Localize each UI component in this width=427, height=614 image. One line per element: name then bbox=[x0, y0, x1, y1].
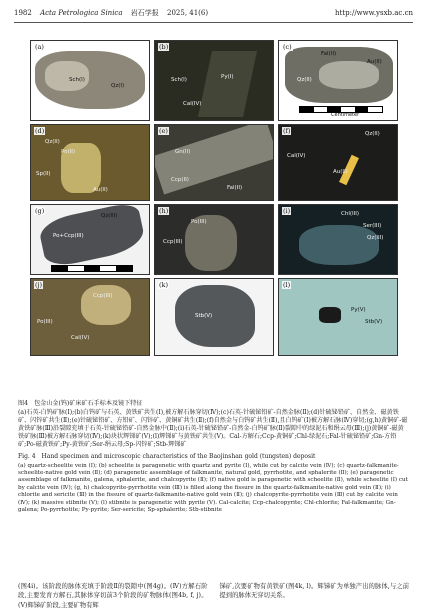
figure-caption bbox=[18, 400, 409, 515]
panel-c bbox=[278, 40, 398, 121]
panel-letter: (g) bbox=[35, 207, 45, 215]
mineral-label: Sch(I) bbox=[171, 77, 187, 83]
panel-g bbox=[30, 204, 150, 275]
mineral-label: Stb(V) bbox=[195, 313, 213, 319]
panel-letter: (e) bbox=[159, 127, 168, 135]
panel-letter: (i) bbox=[283, 207, 291, 215]
panel-i bbox=[278, 204, 398, 275]
mineral-label: Qz(III) bbox=[367, 235, 384, 241]
panel-letter: (c) bbox=[283, 43, 292, 51]
mineral-label: Po(III) bbox=[191, 219, 207, 225]
mineral-label: Po(III) bbox=[37, 319, 53, 325]
mineral-label: Cal(IV) bbox=[287, 153, 306, 159]
mineral-label: Ccp(III) bbox=[93, 293, 113, 299]
pyrite-grain bbox=[319, 307, 341, 323]
panel-j bbox=[30, 278, 150, 356]
caption-title-en: Fig. 4 Hand specimen and microscopic characteristics of the Baojinshan gold (tungsten) deposit bbox=[18, 452, 316, 460]
mineral-label: Fal(II) bbox=[321, 51, 337, 57]
panel-letter: (k) bbox=[159, 281, 169, 289]
mineral-label: Sch(I) bbox=[69, 77, 85, 83]
mineral-label: Py(I) bbox=[221, 74, 234, 80]
journal-name-cn: 岩石学报 bbox=[130, 9, 159, 17]
panel-a bbox=[30, 40, 150, 121]
mineral-label: Ser(III) bbox=[363, 223, 382, 229]
mineral-label: Gn(II) bbox=[175, 149, 191, 155]
mineral-label: Sp(II) bbox=[36, 171, 51, 177]
body-column-left: (图4i)。该阶段的脉体充填于阶段Ⅱ的裂隙中(图4g)。(Ⅳ)方解石阶段,主要发育方解石,其脉体穿切前3个阶段的矿物脉体(图4b, f, j)。(Ⅴ)辉锑矿阶段,主要矿物有辉 bbox=[18, 583, 208, 609]
caption-body-cn: (a)石英-白钨矿脉(Ⅰ);(b)白钨矿与石英、黄铁矿共生(Ⅰ),被方解石脉穿切(Ⅳ);(c)石英-针硫铋铅矿-自然金脉(Ⅱ);(d)针硫铋铅矿、自然金、磁黄铁矿、闪锌矿共生(Ⅱ);(e)针硫铋铅矿、方铅矿、闪锌矿、黄铜矿共生(Ⅱ);(f)自然金与白钨矿共生(Ⅱ),且白钨矿(Ⅰ)被方解石脉(Ⅳ)穿切;(g,h)黄铜矿-磁黄铁矿脉(Ⅲ)沿裂隙充填于石英-针硫铋铅矿-自然金脉中(Ⅱ);(i)石英-针硫铋铅矿-自然金-白钨矿脉(Ⅱ)裂隙中的绿泥石和绢云母(Ⅲ);(j)黄铜矿-磁黄铁矿脉(Ⅲ)被方解石脉穿切(Ⅳ);(k)块状辉锑矿(Ⅴ);(l)辉锑矿与黄铁矿共生(Ⅴ)。Cal-方解石;Ccp-黄铜矿;Chl-绿泥石;Fal-针硫铋铅矿;Gn-方铅矿;Po-磁黄铁矿;Py-黄铁矿;Ser-绢云母;Sp-闪锌矿;Stb-辉锑矿 bbox=[18, 409, 408, 449]
mineral-label: Ccp(II) bbox=[171, 177, 189, 183]
mineral-label: Po+Ccp(III) bbox=[53, 233, 84, 239]
panel-k bbox=[154, 278, 274, 356]
panel-letter: (b) bbox=[159, 43, 169, 51]
mineral-label: Ccp(III) bbox=[163, 239, 183, 245]
panel-e bbox=[154, 124, 274, 201]
panel-f bbox=[278, 124, 398, 201]
mineral-label: Qz(II) bbox=[297, 77, 312, 83]
scale-bar bbox=[51, 265, 133, 272]
body-text bbox=[18, 582, 409, 610]
quartz-patch bbox=[319, 61, 379, 89]
panel-letter: (l) bbox=[283, 281, 291, 289]
panel-b bbox=[154, 40, 274, 121]
page-number: 1982 bbox=[14, 9, 32, 17]
mineral-label: Stb(V) bbox=[365, 319, 383, 325]
chlorite-patch bbox=[299, 223, 382, 265]
panel-letter: (d) bbox=[35, 127, 45, 135]
mineral-label: Py(V) bbox=[351, 307, 366, 313]
mineral-label: Au(II) bbox=[333, 169, 348, 175]
journal-name-en: Acta Petrologica Sinica bbox=[40, 9, 123, 17]
panel-d bbox=[30, 124, 150, 201]
header-left bbox=[14, 8, 214, 18]
caption-title-cn: 图4 包金山金(钨)矿床矿石手标本及镜下特征 bbox=[18, 400, 143, 407]
vein-b bbox=[198, 51, 257, 117]
running-header bbox=[14, 6, 413, 23]
panel-letter: (a) bbox=[35, 43, 44, 51]
mineral-label: Qz(II) bbox=[45, 139, 60, 145]
panel-l bbox=[278, 278, 398, 356]
specimen-k bbox=[175, 285, 255, 347]
panel-letter: (f) bbox=[283, 127, 291, 135]
issue-info: 2025, 41(6) bbox=[167, 9, 209, 17]
mineral-label: Qz(III) bbox=[101, 213, 118, 219]
mineral-label: Cal(IV) bbox=[71, 335, 90, 341]
body-column-right: 锑矿,次要矿物有黄铁矿(图4k, l)。辉锑矿为单独产出的脉体,与之前提到的脉体无穿切关系。 bbox=[219, 583, 409, 600]
panel-letter: (j) bbox=[35, 281, 43, 289]
figure-grid bbox=[30, 40, 398, 356]
mineral-label: Fal(II) bbox=[227, 185, 243, 191]
panel-letter: (h) bbox=[159, 207, 169, 215]
vein-e bbox=[154, 124, 274, 195]
mineral-label: Cal(IV) bbox=[183, 101, 202, 107]
caption-body-en: (a) quartz-scheelite vein (Ⅰ); (b) scheelite is paragenetic with quartz and pyrite (Ⅰ), while cut by calcite vein (Ⅳ); (c) quartz-falkmanite-scheelite-native gold vein (Ⅱ); (d) paragenetic assemblage of falkmanite, natural gold, pyrrhotite, and sphalerite (Ⅱ); (e) paragenetic assemblage of falkmanite, galena, sphalerite, and chalcopyrite (Ⅱ); (f) native gold is paragenetic with scheelite (Ⅱ), while scheelite (Ⅰ) cut by calcite vein (Ⅳ); (g, h) chalcopyrite-pyrrhotite vein (Ⅲ) is filled along the fissure in the quartz-falkmanite-native gold vein (Ⅱ); (i) chlorite and sericite (Ⅲ) in the fissure of quartz-falkmanite-native gold vein (Ⅱ); (j) chalcopyrite-pyrrhotite vein (Ⅲ) cut by calcite vein (Ⅳ); (k) massive stibnite (Ⅴ); (l) stibnite is paragenetic with pyrite (Ⅴ). Cal-calcite; Ccp-chalcopyrite; Chl-chlorite; Fal-falkmanite; Gn-galena; Po-pyrrhotite; Py-pyrite; Ser-sericite; Sp-sphalerite; Stb-stibnite bbox=[18, 462, 408, 514]
mineral-label: Au(II) bbox=[93, 187, 108, 193]
scale-unit: Centimeter bbox=[331, 112, 360, 118]
mineral-label: Chl(III) bbox=[341, 211, 360, 217]
quartz-patch bbox=[45, 61, 89, 91]
mineral-label: Au(II) bbox=[367, 59, 382, 65]
mineral-label: Qz(I) bbox=[111, 83, 125, 89]
mineral-label: Qz(II) bbox=[365, 131, 380, 137]
mineral-label: Po(II) bbox=[61, 149, 76, 155]
sulfide-patch bbox=[81, 285, 131, 325]
journal-url[interactable]: http://www.ysxb.ac.cn bbox=[334, 9, 413, 17]
panel-h bbox=[154, 204, 274, 275]
